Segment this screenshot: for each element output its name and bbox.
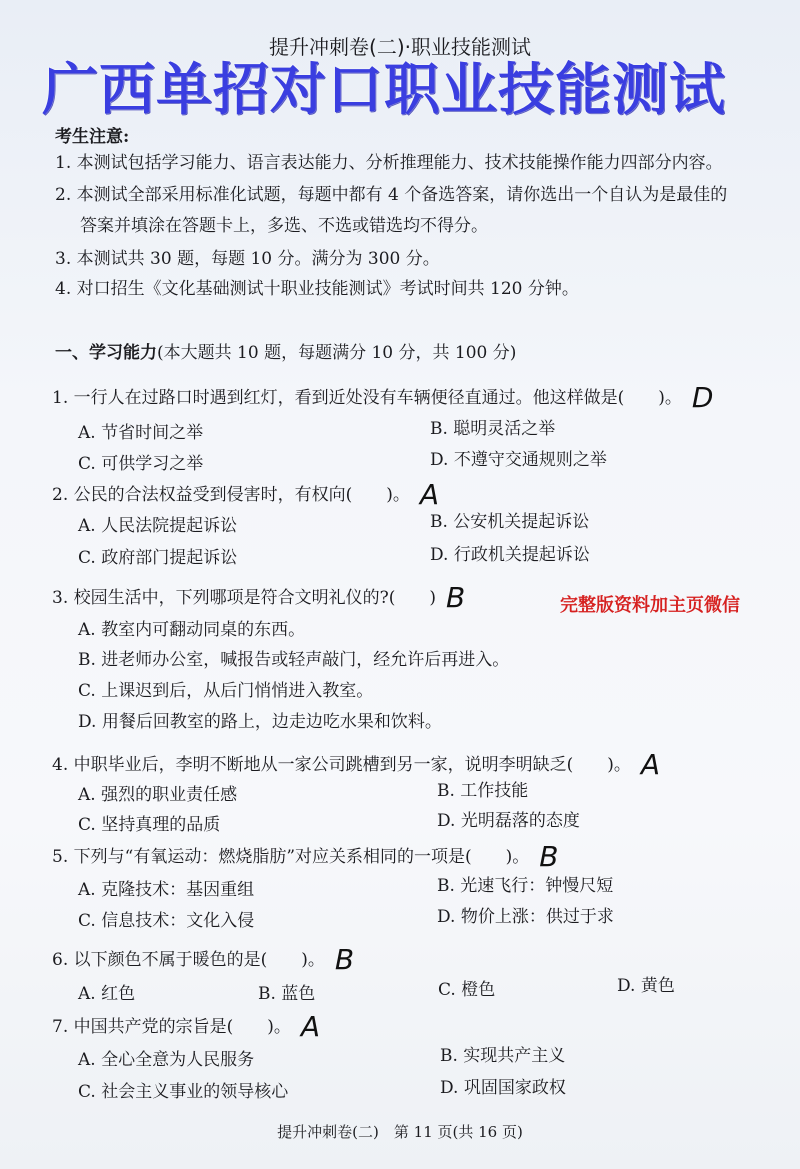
option: D. 用餐后回教室的路上，边走边吃水果和饮料。 <box>78 712 442 732</box>
question-line <box>52 381 714 414</box>
option: A. 红色 <box>78 984 136 1004</box>
option: D. 物价上涨：供过于求 <box>437 907 614 927</box>
handwritten-answer: D <box>691 381 714 414</box>
option: A. 克隆技术：基因重组 <box>78 880 255 900</box>
option: D. 行政机关提起诉讼 <box>430 545 590 565</box>
option: B. 蓝色 <box>258 984 316 1004</box>
notice-item: 2. 本测试全部采用标准化试题，每题中都有 4 个备选答案，请你选出一个自认为是最佳的 <box>55 185 728 205</box>
option: A. 强烈的职业责任感 <box>78 785 238 805</box>
option: A. 人民法院提起诉讼 <box>78 516 238 536</box>
paper-title: 提升冲刺卷(二)·职业技能测试 <box>269 35 531 59</box>
notice-heading: 考生注意: <box>55 127 130 147</box>
handwritten-answer: B <box>539 840 559 873</box>
option: B. 公安机关提起诉讼 <box>430 512 590 532</box>
option: D. 不遵守交通规则之举 <box>430 450 607 470</box>
section-heading <box>55 343 516 363</box>
option: C. 上课迟到后，从后门悄悄进入教室。 <box>78 681 374 701</box>
question-stem: 3. 校园生活中，下列哪项是符合文明礼仪的?( ) <box>52 588 437 608</box>
option: B. 实现共产主义 <box>440 1046 566 1066</box>
option: A. 教室内可翻动同桌的东西。 <box>78 620 306 640</box>
handwritten-answer: B <box>446 581 466 614</box>
question-line <box>52 840 559 873</box>
option: C. 信息技术：文化入侵 <box>78 911 255 931</box>
option: D. 光明磊落的态度 <box>437 811 580 831</box>
handwritten-answer: A <box>419 478 440 511</box>
option: B. 光速飞行：钟慢尺短 <box>437 876 614 896</box>
overlay-banner: 广西单招对口职业技能测试 <box>42 58 726 123</box>
section-name: 一、学习能力 <box>55 343 157 363</box>
option: D. 巩固国家政权 <box>440 1078 566 1098</box>
option: C. 坚持真理的品质 <box>78 815 221 835</box>
option: C. 社会主义事业的领导核心 <box>78 1082 289 1102</box>
option: C. 可供学习之举 <box>78 454 204 474</box>
section-desc: (本大题共 10 题，每题满分 10 分，共 100 分) <box>157 343 517 363</box>
option: B. 工作技能 <box>437 781 529 801</box>
question-line <box>52 748 661 781</box>
notice-item: 4. 对口招生《文化基础测试十职业技能测试》考试时间共 120 分钟。 <box>55 279 579 299</box>
question-stem: 5. 下列与“有氧运动：燃烧脂肪”对应关系相同的一项是( )。 <box>52 847 530 867</box>
question-stem: 6. 以下颜色不属于暖色的是( )。 <box>52 950 325 970</box>
option: C. 政府部门提起诉讼 <box>78 548 238 568</box>
question-stem: 1. 一行人在过路口时遇到红灯，看到近处没有车辆便径直通过。他这样做是( )。 <box>52 388 682 408</box>
option: D. 黄色 <box>617 976 675 996</box>
option: B. 聪明灵活之举 <box>430 419 556 439</box>
handwritten-answer: A <box>640 748 661 781</box>
question-line <box>52 943 355 976</box>
option: C. 橙色 <box>438 980 496 1000</box>
handwritten-answer: B <box>334 943 355 976</box>
notice-item: 1. 本测试包括学习能力、语言表达能力、分析推理能力、技术技能操作能力四部分内容。 <box>55 153 723 173</box>
question-line <box>52 581 466 614</box>
question-line <box>52 478 440 511</box>
option: A. 全心全意为人民服务 <box>78 1050 255 1070</box>
option: B. 进老师办公室，喊报告或轻声敲门，经允许后再进入。 <box>78 650 510 670</box>
page-footer: 提升冲刺卷(二) 第 11 页(共 16 页) <box>277 1123 523 1141</box>
promo-text: 完整版资料加主页微信 <box>560 595 740 616</box>
handwritten-answer: A <box>300 1010 321 1043</box>
notice-item: 3. 本测试共 30 题，每题 10 分。满分为 300 分。 <box>55 249 440 269</box>
option: A. 节省时间之举 <box>78 423 204 443</box>
notice-item: 答案并填涂在答题卡上，多选、不选或错选均不得分。 <box>80 216 488 236</box>
question-stem: 7. 中国共产党的宗旨是( )。 <box>52 1017 291 1037</box>
question-stem: 2. 公民的合法权益受到侵害时，有权向( )。 <box>52 485 410 505</box>
question-line <box>52 1010 321 1043</box>
question-stem: 4. 中职毕业后，李明不断地从一家公司跳槽到另一家，说明李明缺乏( )。 <box>52 755 631 775</box>
